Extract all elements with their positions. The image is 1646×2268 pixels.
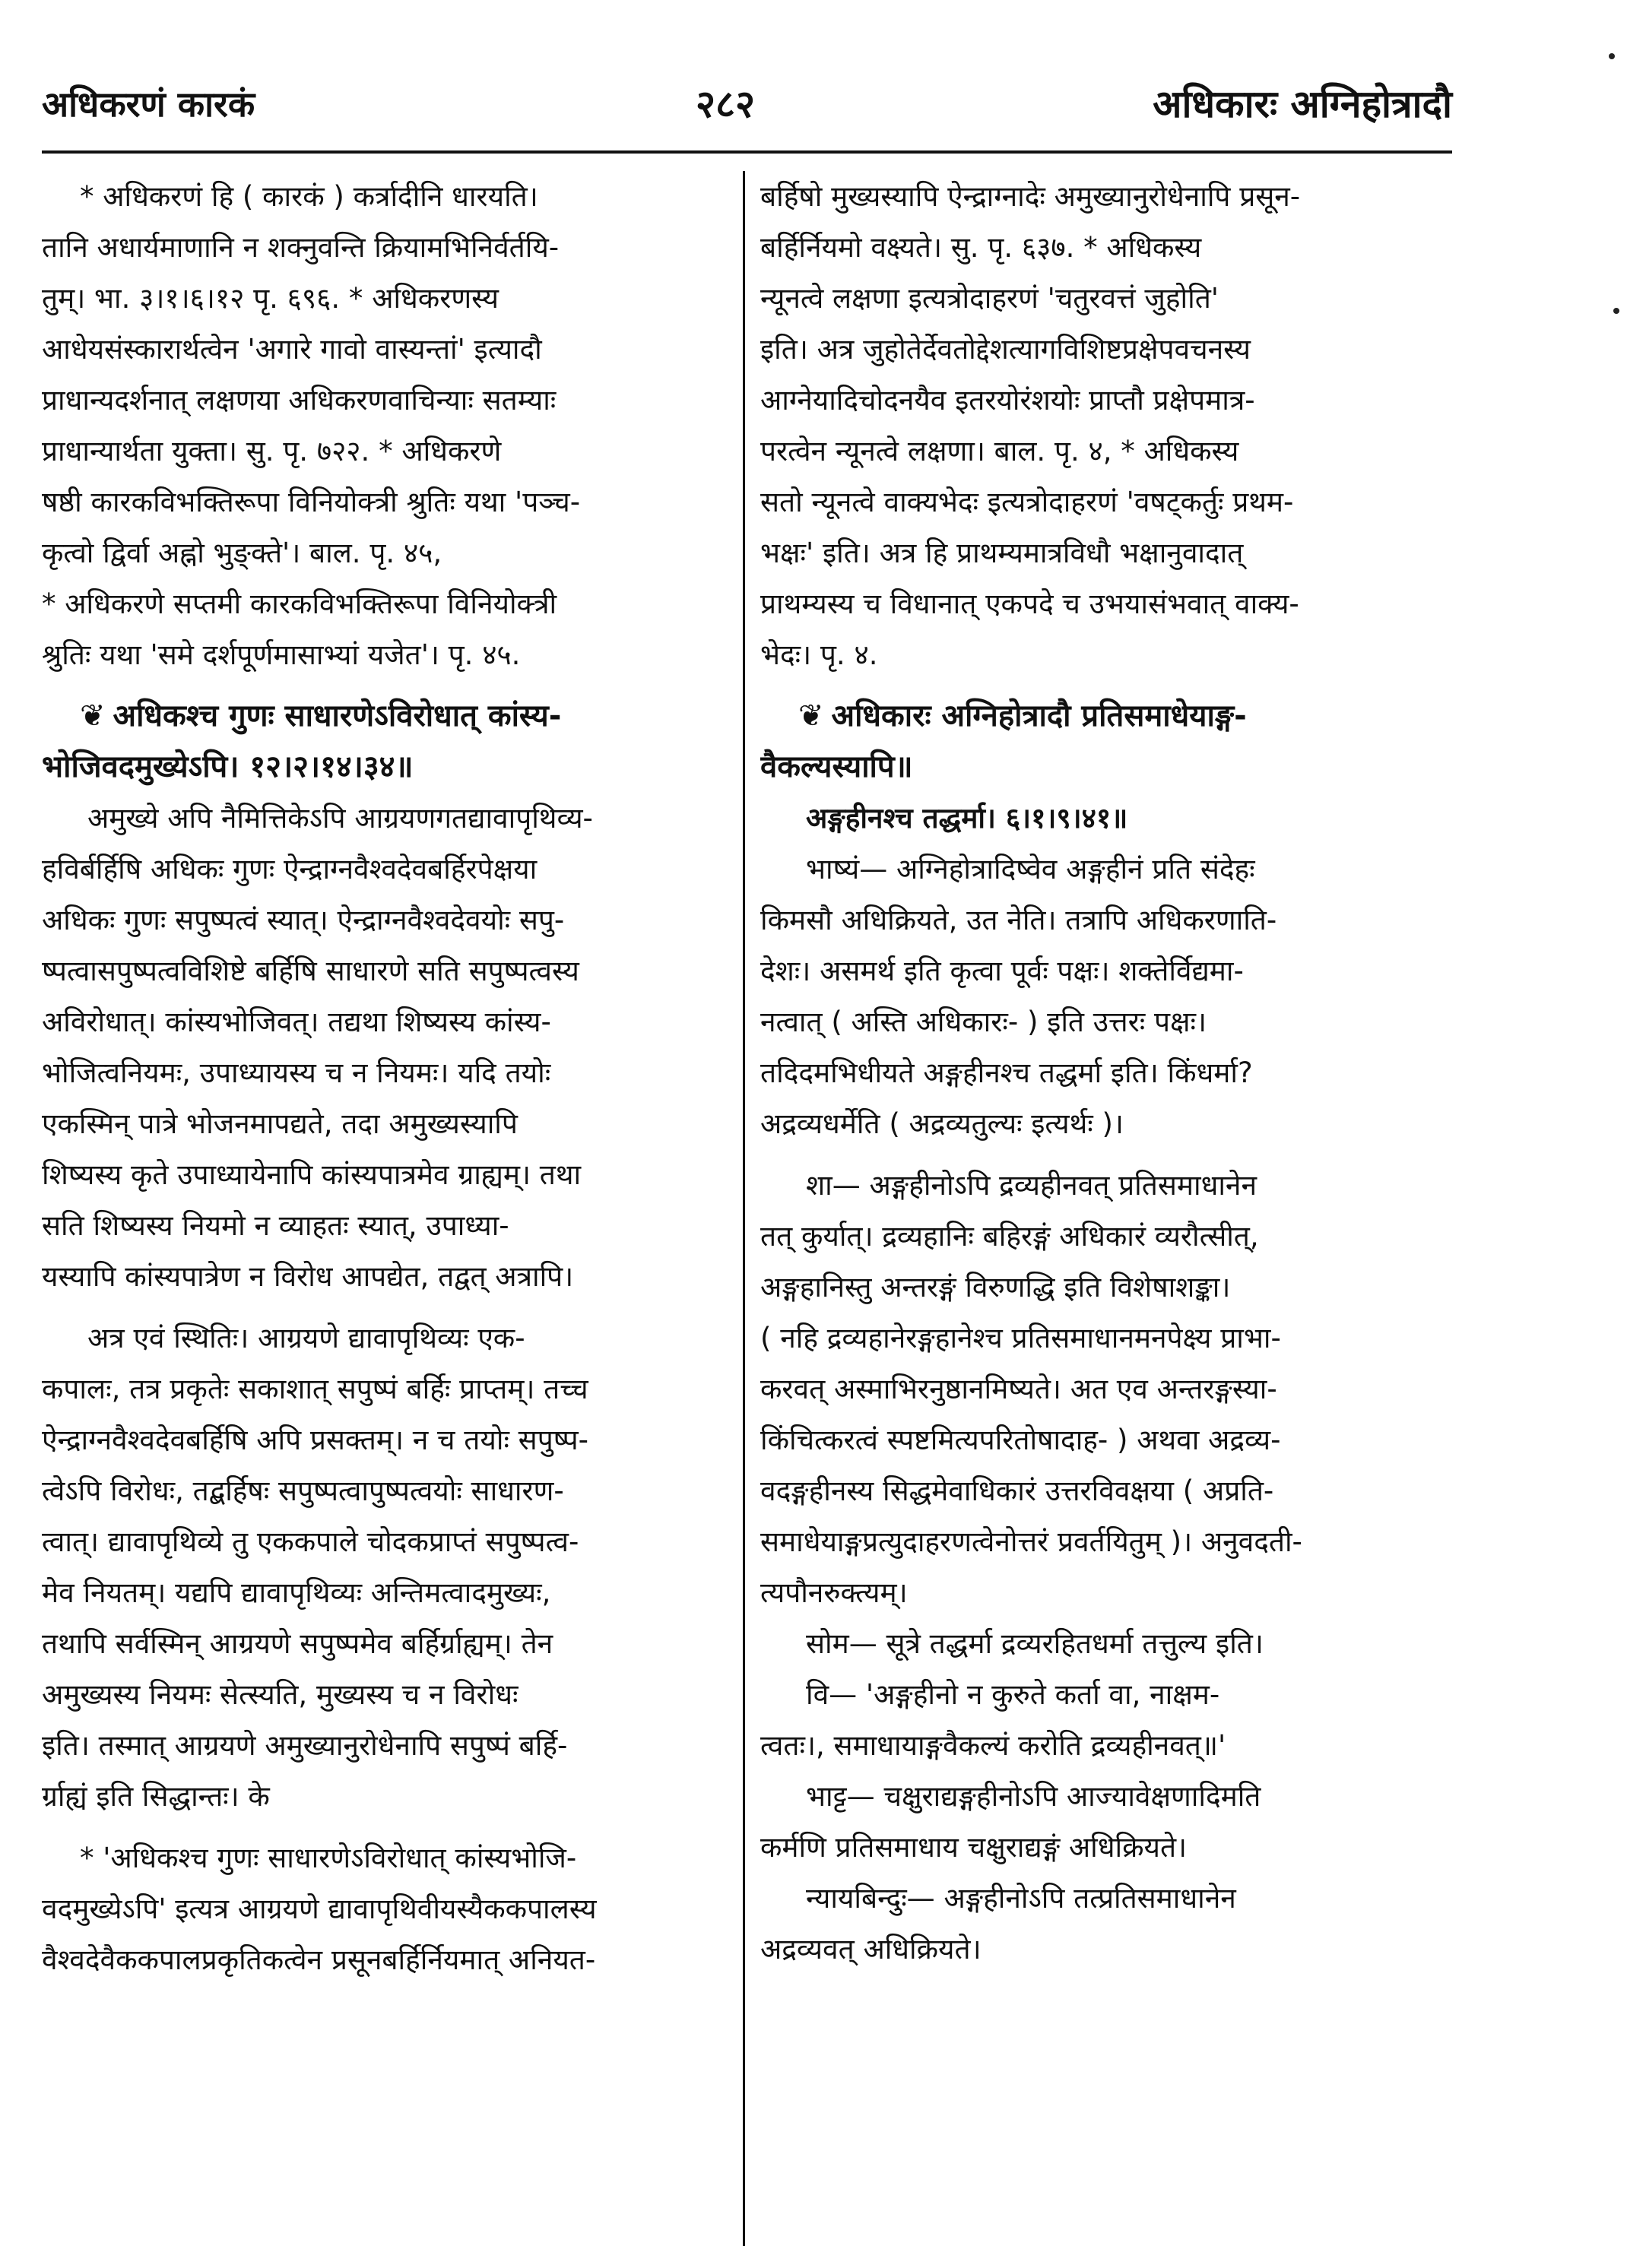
sutra-ornament-icon: ❦ bbox=[798, 698, 824, 733]
text-line: आधेयसंस्कारार्थत्वेन 'अगारे गावो वास्यन्तां' इत्यादौ bbox=[42, 333, 542, 366]
text-line: तदिदमभिधीयते अङ्गहीनश्च तद्धर्मा इति। किंधर्मा? bbox=[760, 1056, 1253, 1089]
text-line: अङ्गहानिस्तु अन्तरङ्गं विरुणद्धि इति विशेषाशङ्का। bbox=[760, 1271, 1231, 1303]
running-head-right: अधिकारः अग्निहोत्रादौ bbox=[1153, 82, 1452, 126]
text-line: अत्र एवं स्थितिः। आग्रयणे द्यावापृथिव्यः एक- bbox=[87, 1322, 525, 1354]
text-line: षष्ठी कारकविभक्तिरूपा विनियोक्त्री श्रुतिः यथा 'पञ्च- bbox=[42, 486, 581, 518]
sutra-heading bbox=[760, 691, 1460, 742]
text-line: प्राथम्यस्य च विधानात् एकपदे च उभयासंभवात् वाक्य- bbox=[760, 588, 1299, 620]
text-line: * अधिकरणं हि ( कारकं ) कर्त्रादीनि धारयति। bbox=[80, 180, 538, 213]
sutra-heading-cont: भोजिवदमुख्येऽपि। १२।२।१४।३४॥ bbox=[42, 749, 414, 784]
text-line: ष्पत्वासपुष्पत्वविशिष्टे बर्हिषि साधारणे सति सपुष्पत्वस्य bbox=[42, 955, 579, 987]
text-line: आग्नेयादिचोदनयैव इतरयोरंशयोः प्राप्तौ प्रक्षेपमात्र- bbox=[760, 384, 1255, 417]
text-line: भक्षः' इति। अत्र हि प्राथम्यमात्रविधौ भक्षानुवादात् bbox=[760, 537, 1244, 569]
text-line: प्राधान्यदर्शनात् लक्षणया अधिकरणवाचिन्याः सतम्याः bbox=[42, 384, 557, 417]
text-line: किंचित्करत्वं स्पष्टमित्यपरितोषादाह- ) अथवा अद्रव्य- bbox=[760, 1424, 1281, 1456]
text-line: करवत् अस्माभिरनुष्ठानमिष्यते। अत एव अन्तरङ्गस्या- bbox=[760, 1373, 1277, 1405]
text-line: देशः। असमर्थ इति कृत्वा पूर्वः पक्षः। शक्तेर्विद्यमा- bbox=[760, 955, 1244, 987]
text-line: वैश्वदेवैककपालप्रकृतिकत्वेन प्रसूनबर्हिर्नियमात् अनियत- bbox=[42, 1943, 596, 1976]
text-line: परत्वेन न्यूनत्वे लक्षणा। बाल. पृ. ४, * अधिकस्य bbox=[760, 435, 1239, 467]
text-line: भाट्ट— चक्षुराद्यङ्गहीनोऽपि आज्यावेक्षणादिमति bbox=[806, 1780, 1261, 1813]
sutra-heading-cont: वैकल्यस्यापि॥ bbox=[760, 749, 913, 784]
text-line: बर्हिर्नियमो वक्ष्यते। सु. पृ. ६३७. * अधिकस्य bbox=[760, 231, 1202, 264]
text-line: सति शिष्यस्य नियमो न व्याहतः स्यात्, उपाध्या- bbox=[42, 1209, 509, 1242]
sutra-text: अङ्गहीनश्च तद्धर्मा। ६।१।९।४१॥ bbox=[806, 802, 1128, 835]
text-line: वदङ्गहीनस्य सिद्धमेवाधिकारं उत्तरविवक्षया ( अप्रति- bbox=[760, 1475, 1274, 1507]
text-line: * 'अधिकश्च गुणः साधारणेऽविरोधात् कांस्यभोजि- bbox=[80, 1842, 577, 1874]
text-line: कर्मणि प्रतिसमाधाय चक्षुराद्यङ्गं अधिक्रियते। bbox=[760, 1831, 1188, 1864]
text-line: हविर्बर्हिषि अधिकः गुणः ऐन्द्राग्नवैश्वदेवबर्हिरपेक्षया bbox=[42, 853, 538, 885]
text-line: सोम— सूत्रे तद्धर्मा द्रव्यरहितधर्मा तत्तुल्य इति। bbox=[806, 1627, 1264, 1660]
header-rule bbox=[42, 150, 1452, 154]
text-line: इति। अत्र जुहोतेर्देवतोद्देशत्यागविशिष्टप्रक्षेपवचनस्य bbox=[760, 333, 1251, 366]
text-line: त्वेऽपि विरोधः, तद्बर्हिषः सपुष्पत्वापुष्पत्वयोः साधारण- bbox=[42, 1475, 564, 1507]
text-line: तुम्। भा. ३।१।६।१२ पृ. ६९६. * अधिकरणस्य bbox=[42, 282, 499, 315]
text-line: नत्वात् ( अस्ति अधिकारः- ) इति उत्तरः पक्षः। bbox=[760, 1006, 1207, 1038]
text-line: अद्रव्यधर्मेति ( अद्रव्यतुल्यः इत्यर्थः )। bbox=[760, 1107, 1124, 1140]
left-column bbox=[42, 171, 741, 2246]
text-line: एकस्मिन् पात्रे भोजनमापद्यते, तदा अमुख्यस्यापि bbox=[42, 1107, 518, 1140]
right-column bbox=[760, 171, 1460, 2246]
text-line: ( नहि द्रव्यहानेरङ्गहानेश्च प्रतिसमाधानमनपेक्ष्य प्राभा- bbox=[760, 1322, 1281, 1354]
text-line: भाष्यं— अग्निहोत्रादिष्वेव अङ्गहीनं प्रति संदेहः bbox=[806, 853, 1255, 885]
text-line: श्रुतिः यथा 'समे दर्शपूर्णमासाभ्यां यजेत'। पृ. ४५. bbox=[42, 638, 521, 671]
text-line: कपालः, तत्र प्रकृतेः सकाशात् सपुष्पं बर्हिः प्राप्तम्। तच्च bbox=[42, 1373, 588, 1405]
text-line: शिष्यस्य कृते उपाध्यायेनापि कांस्यपात्रमेव ग्राह्यम्। तथा bbox=[42, 1158, 582, 1191]
text-line: न्यूनत्वे लक्षणा इत्यत्रोदाहरणं 'चतुरवत्तं जुहोति' bbox=[760, 282, 1219, 315]
text-line: न्यायबिन्दुः— अङ्गहीनोऽपि तत्प्रतिसमाधानेन bbox=[806, 1882, 1236, 1915]
text-line: तथापि सर्वस्मिन् आग्रयणे सपुष्पमेव बर्हिर्ग्राह्यम्। तेन bbox=[42, 1627, 553, 1660]
text-line: यस्यापि कांस्यपात्रेण न विरोध आपद्येत, तद्वत् अत्रापि। bbox=[42, 1260, 574, 1293]
text-line: कृत्वो द्विर्वा अह्नो भुङ्क्ते'। बाल. पृ. ४५, bbox=[42, 537, 442, 569]
text-line: * अधिकरणे सप्तमी कारकविभक्तिरूपा विनियोक्त्री bbox=[42, 588, 557, 620]
text-line: अद्रव्यवत् अधिक्रियते। bbox=[760, 1933, 982, 1965]
text-line: किमसौ अधिक्रियते, उत नेति। तत्रापि अधिकरणाति- bbox=[760, 904, 1277, 936]
sutra-ornament-icon: ❦ bbox=[80, 698, 106, 733]
column-divider bbox=[743, 171, 745, 2246]
text-line: बर्हिषो मुख्यस्यापि ऐन्द्राग्नादेः अमुख्यानुरोधेनापि प्रसून- bbox=[760, 180, 1301, 213]
margin-mark bbox=[1609, 53, 1615, 59]
text-line: इति। तस्मात् आग्रयणे अमुख्यानुरोधेनापि सपुष्पं बर्हि- bbox=[42, 1729, 568, 1762]
text-line: ऐन्द्राग्नवैश्वदेवबर्हिषि अपि प्रसक्तम्। न च तयोः सपुष्प- bbox=[42, 1424, 588, 1456]
page-number: २८२ bbox=[696, 82, 755, 126]
text-line: भोजित्वनियमः, उपाध्यायस्य च न नियमः। यदि तयोः bbox=[42, 1056, 551, 1089]
text-line: त्वात्। द्यावापृथिव्ये तु एककपाले चोदकप्राप्तं सपुष्पत्व- bbox=[42, 1525, 579, 1558]
text-line: अमुख्यस्य नियमः सेत्स्यति, मुख्यस्य च न विरोधः bbox=[42, 1678, 519, 1711]
text-line: तानि अधार्यमाणानि न शक्नुवन्ति क्रियामभिनिर्वर्तयि- bbox=[42, 231, 560, 264]
text-line: शा— अङ्गहीनोऽपि द्रव्यहीनवत् प्रतिसमाधानेन bbox=[806, 1169, 1257, 1202]
text-line: त्वतः।, समाधायाङ्गवैकल्यं करोति द्रव्यहीनवत्॥' bbox=[760, 1729, 1226, 1762]
text-line: वि— 'अङ्गहीनो न कुरुते कर्ता वा, नाक्षम- bbox=[806, 1678, 1220, 1711]
page-header bbox=[42, 72, 1452, 144]
running-head-left: अधिकरणं कारकं bbox=[42, 84, 255, 125]
text-line: सतो न्यूनत्वे वाक्यभेदः इत्यत्रोदाहरणं 'वषट्कर्तुः प्रथम- bbox=[760, 486, 1294, 518]
text-line: वदमुख्येऽपि' इत्यत्र आग्रयणे द्यावापृथिवीयस्यैककपालस्य bbox=[42, 1893, 597, 1925]
sutra-heading bbox=[42, 691, 741, 742]
sutra-heading-text: अधिकारः अग्निहोत्रादौ प्रतिसमाधेयाङ्ग- bbox=[831, 698, 1247, 733]
text-line: अधिकः गुणः सपुष्पत्वं स्यात्। ऐन्द्राग्नवैश्वदेवयोः सपु- bbox=[42, 904, 565, 936]
text-line: अमुख्ये अपि नैमित्तिकेऽपि आग्रयणगतद्यावापृथिव्य- bbox=[87, 802, 593, 835]
text-line: मेव नियतम्। यद्यपि द्यावापृथिव्यः अन्तिमत्वादमुख्यः, bbox=[42, 1576, 551, 1609]
text-line: समाधेयाङ्गप्रत्युदाहरणत्वेनोत्तरं प्रवर्तयितुम् )। अनुवदती- bbox=[760, 1525, 1302, 1558]
text-line: अविरोधात्। कांस्यभोजिवत्। तद्यथा शिष्यस्य कांस्य- bbox=[42, 1006, 551, 1038]
text-line: त्यपौनरुक्त्यम्। bbox=[760, 1576, 908, 1609]
sutra-heading-text: अधिकश्च गुणः साधारणेऽविरोधात् कांस्य- bbox=[113, 698, 562, 733]
text-line: र्ग्राह्यं इति सिद्धान्तः। के bbox=[42, 1780, 270, 1813]
text-line: प्राधान्यार्थता युक्ता। सु. पृ. ७२२. * अधिकरणे bbox=[42, 435, 502, 467]
text-line: भेदः। पृ. ४. bbox=[760, 638, 878, 671]
margin-mark bbox=[1613, 308, 1619, 314]
text-line: तत् कुर्यात्। द्रव्यहानिः बहिरङ्गं अधिकारं व्यरौत्सीत्, bbox=[760, 1220, 1259, 1253]
